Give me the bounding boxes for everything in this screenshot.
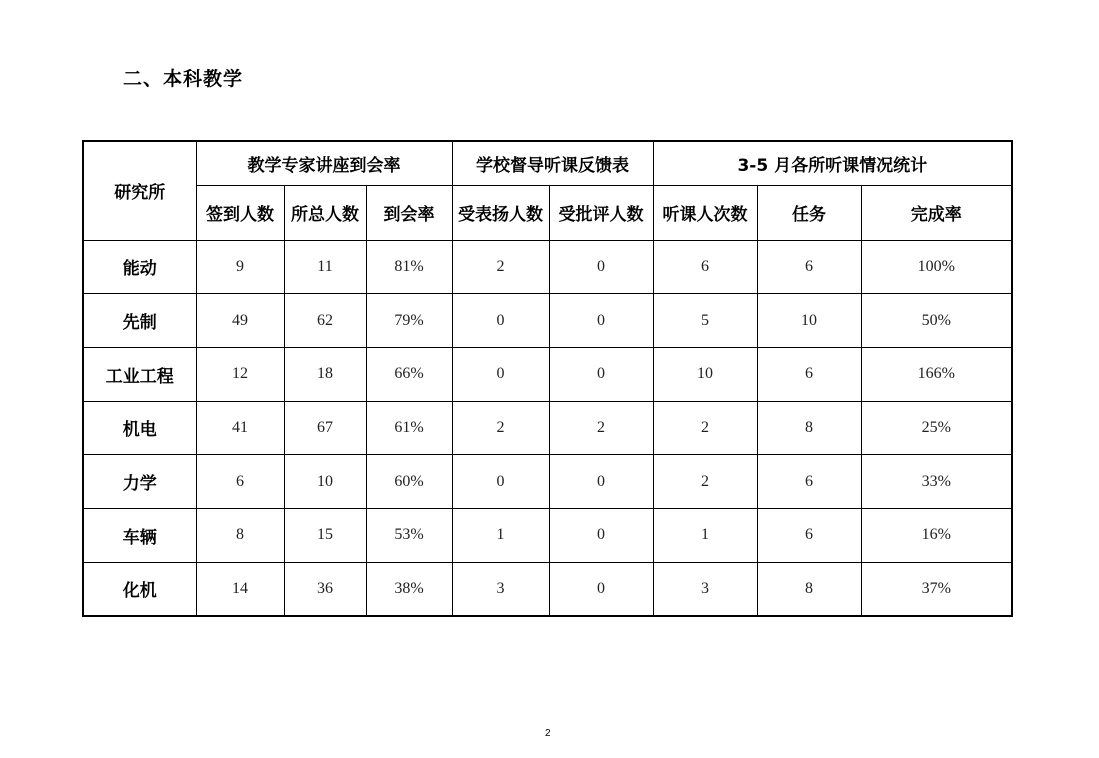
table-cell: 61%: [366, 401, 452, 455]
group-header-lecture-attendance: 教学专家讲座到会率: [196, 141, 452, 185]
table-cell: 25%: [861, 401, 1012, 455]
table-cell: 5: [653, 294, 757, 348]
table-cell: 8: [196, 508, 284, 562]
table-cell: 11: [284, 240, 366, 294]
table-cell: 10: [653, 347, 757, 401]
column-header: 完成率: [861, 185, 1012, 240]
table-row: [83, 294, 1012, 348]
row-label: 化机: [83, 562, 196, 616]
table-cell: 1: [653, 508, 757, 562]
column-header: 受表扬人数: [452, 185, 549, 240]
table-cell: 66%: [366, 347, 452, 401]
table-cell: 2: [653, 455, 757, 509]
section-title: 二、本科教学: [123, 68, 244, 90]
table-cell: 50%: [861, 294, 1012, 348]
table-row: [83, 347, 1012, 401]
table-row: [83, 240, 1012, 294]
row-label: 力学: [83, 455, 196, 509]
column-header: 受批评人数: [549, 185, 653, 240]
table-row: [83, 401, 1012, 455]
table-cell: 38%: [366, 562, 452, 616]
row-header-institute: 研究所: [83, 141, 196, 240]
row-label: 先制: [83, 294, 196, 348]
table-cell: 62: [284, 294, 366, 348]
column-header: 所总人数: [284, 185, 366, 240]
table-cell: 2: [549, 401, 653, 455]
page-number: 2: [545, 728, 551, 739]
table-cell: 3: [452, 562, 549, 616]
table-cell: 41: [196, 401, 284, 455]
table-cell: 67: [284, 401, 366, 455]
table-cell: 79%: [366, 294, 452, 348]
table-cell: 0: [549, 455, 653, 509]
table-cell: 100%: [861, 240, 1012, 294]
table-cell: 53%: [366, 508, 452, 562]
table-cell: 18: [284, 347, 366, 401]
table-cell: 37%: [861, 562, 1012, 616]
group-header-supervision-feedback: 学校督导听课反馈表: [452, 141, 653, 185]
table-cell: 2: [452, 401, 549, 455]
table-cell: 166%: [861, 347, 1012, 401]
row-label: 机电: [83, 401, 196, 455]
table-cell: 0: [549, 508, 653, 562]
column-header: 听课人次数: [653, 185, 757, 240]
table-cell: 6: [196, 455, 284, 509]
table-cell: 2: [653, 401, 757, 455]
row-label: 车辆: [83, 508, 196, 562]
table-cell: 49: [196, 294, 284, 348]
table-cell: 81%: [366, 240, 452, 294]
table-cell: 15: [284, 508, 366, 562]
table-cell: 33%: [861, 455, 1012, 509]
table-cell: 2: [452, 240, 549, 294]
column-header-row: [83, 185, 1012, 240]
group-header-lecture-observation: 3-5 月各所听课情况统计: [653, 141, 1012, 185]
table-cell: 16%: [861, 508, 1012, 562]
teaching-stats-table: [82, 140, 1013, 617]
row-label: 工业工程: [83, 347, 196, 401]
column-header: 到会率: [366, 185, 452, 240]
table-cell: 6: [757, 455, 861, 509]
table-cell: 36: [284, 562, 366, 616]
table-cell: 0: [452, 294, 549, 348]
row-label: 能动: [83, 240, 196, 294]
table-cell: 6: [757, 347, 861, 401]
table-cell: 0: [549, 240, 653, 294]
table-cell: 0: [549, 347, 653, 401]
table-cell: 14: [196, 562, 284, 616]
table-cell: 10: [284, 455, 366, 509]
table-cell: 10: [757, 294, 861, 348]
table-cell: 0: [549, 294, 653, 348]
table-cell: 8: [757, 562, 861, 616]
table-cell: 0: [549, 562, 653, 616]
table-row: [83, 562, 1012, 616]
table-cell: 9: [196, 240, 284, 294]
table-cell: 8: [757, 401, 861, 455]
column-header: 签到人数: [196, 185, 284, 240]
table-cell: 1: [452, 508, 549, 562]
table-cell: 6: [653, 240, 757, 294]
table-cell: 3: [653, 562, 757, 616]
table-cell: 6: [757, 240, 861, 294]
table-row: [83, 455, 1012, 509]
table-cell: 0: [452, 455, 549, 509]
table-cell: 6: [757, 508, 861, 562]
table-cell: 0: [452, 347, 549, 401]
column-header: 任务: [757, 185, 861, 240]
table-cell: 60%: [366, 455, 452, 509]
table-row: [83, 508, 1012, 562]
table-cell: 12: [196, 347, 284, 401]
